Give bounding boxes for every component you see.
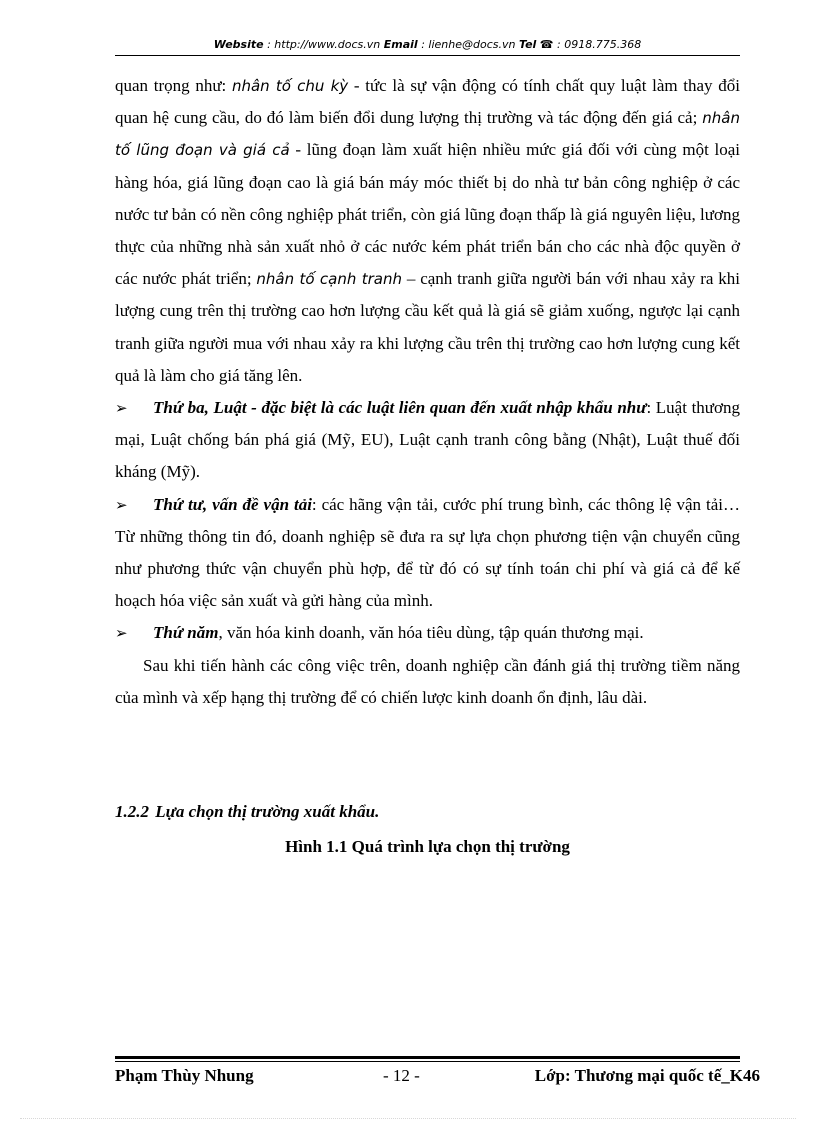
header-divider [115, 55, 740, 56]
text-run: quan trọng như: [115, 76, 232, 95]
paragraph-conclusion: Sau khi tiến hành các công việc trên, doanh nghiệp cần đánh giá thị trường tiềm năng của mình và xếp hạng thị trường để có chiến lược kinh doanh ổn định, lâu dài. [115, 655, 740, 707]
figure-caption: Hình 1.1 Quá trình lựa chọn thị trường [285, 837, 570, 856]
paragraph-factors [115, 70, 740, 392]
term-monopoly-factor: nhân tố lũng đoạn và giá cả [115, 109, 740, 160]
footer-divider-thin [115, 1061, 740, 1062]
arrow-bullet-icon: ➢ [115, 399, 128, 418]
bullet-item-law [115, 392, 740, 489]
page-number: - 12 - [383, 1066, 420, 1085]
email-value: : lienhe@docs.vn [417, 38, 519, 51]
term-cycle-factor: nhân tố chu kỳ [231, 77, 349, 95]
page-header [115, 38, 740, 51]
bullet-text: , văn hóa kinh doanh, văn hóa tiêu dùng, tập quán thương mại. [218, 623, 644, 643]
document-body [115, 70, 740, 714]
arrow-bullet-icon: ➢ [115, 495, 128, 514]
section-title: Lựa chọn thị trường xuất khẩu. [155, 802, 380, 821]
bullet-lead: Thứ ba, Luật - đặc biệt là các luật liên quan đến xuất nhập khẩu như [153, 398, 647, 418]
bullet-lead: Thứ tư, vấn đề vận tải [153, 494, 312, 514]
bullet-text: : các hãng vận tải, cước phí trung bình, các thông lệ vận tải… Từ những thông tin đó, doanh nghiệp sẽ đưa ra sự lựa chọn phương tiện vận chuyển cũng như phương thức vận chuyển phù hợp, để từ đó có sự tính toán chi phí và giá cả để kế hoạch hóa việc sản xuất và gửi hàng của mình. [115, 494, 740, 611]
bullet-item-transport [115, 489, 740, 618]
text-run: – cạnh tranh giữa người bán với nhau xảy ra khi lượng cung trên thị trường cao hơn lượng cầu kết quả là giá sẽ giảm xuống, ngược lại cạnh tranh giữa người mua với nhau xảy ra khi lượng cầu trên thị trường cao hơn lượng cung kết quả là làm cho giá tăng lên. [115, 269, 740, 385]
email-label: Email [383, 38, 418, 51]
footer-class: Lớp: Thương mại quốc tế_K46 [534, 1066, 760, 1085]
bullet-lead: Thứ năm [153, 623, 219, 643]
text-run: - tức là sự vận động có tính chất quy luật làm thay đổi quan hệ cung cầu, do đó làm biến đổi dung lượng thị trường và tác động đến giá cả; [115, 76, 740, 128]
section-number: 1.2.2 [115, 802, 149, 821]
website-value: : http://www.docs.vn [263, 38, 384, 51]
website-label: Website [213, 38, 264, 51]
phone-icon: ☎ [536, 38, 554, 51]
bullet-text: : Luật thương mại, Luật chống bán phá giá (Mỹ, EU), Luật cạnh tranh công bằng (Nhật), Luật thuế đối kháng (Mỹ). [115, 398, 740, 482]
footer-divider-thick [115, 1056, 740, 1059]
term-competition-factor: nhân tố cạnh tranh [256, 270, 402, 289]
text-run: - lũng đoạn làm xuất hiện nhiều mức giá đối với cùng một loại hàng hóa, giá lũng đoạn cao là giá bán máy móc thiết bị do nhà tư bản công nghiệp ở các nước tư bản có nền công nghiệp phát triển, còn giá lũng đoạn thấp là giá nguyên liệu, lương thực của những nhà sản xuất nhỏ ở các nước kém phát triển bán cho các nhà độc quyền ở các nước phát triển; [115, 140, 740, 289]
bullet-item-culture [115, 617, 740, 649]
tel-label: Tel [518, 38, 537, 51]
arrow-bullet-icon: ➢ [115, 624, 128, 643]
footer-author: Phạm Thùy Nhung [115, 1066, 254, 1085]
page-footer [115, 1066, 760, 1090]
tel-value: : 0918.775.368 [553, 38, 642, 51]
section-heading [115, 802, 379, 822]
page-edge-divider [20, 1118, 796, 1119]
